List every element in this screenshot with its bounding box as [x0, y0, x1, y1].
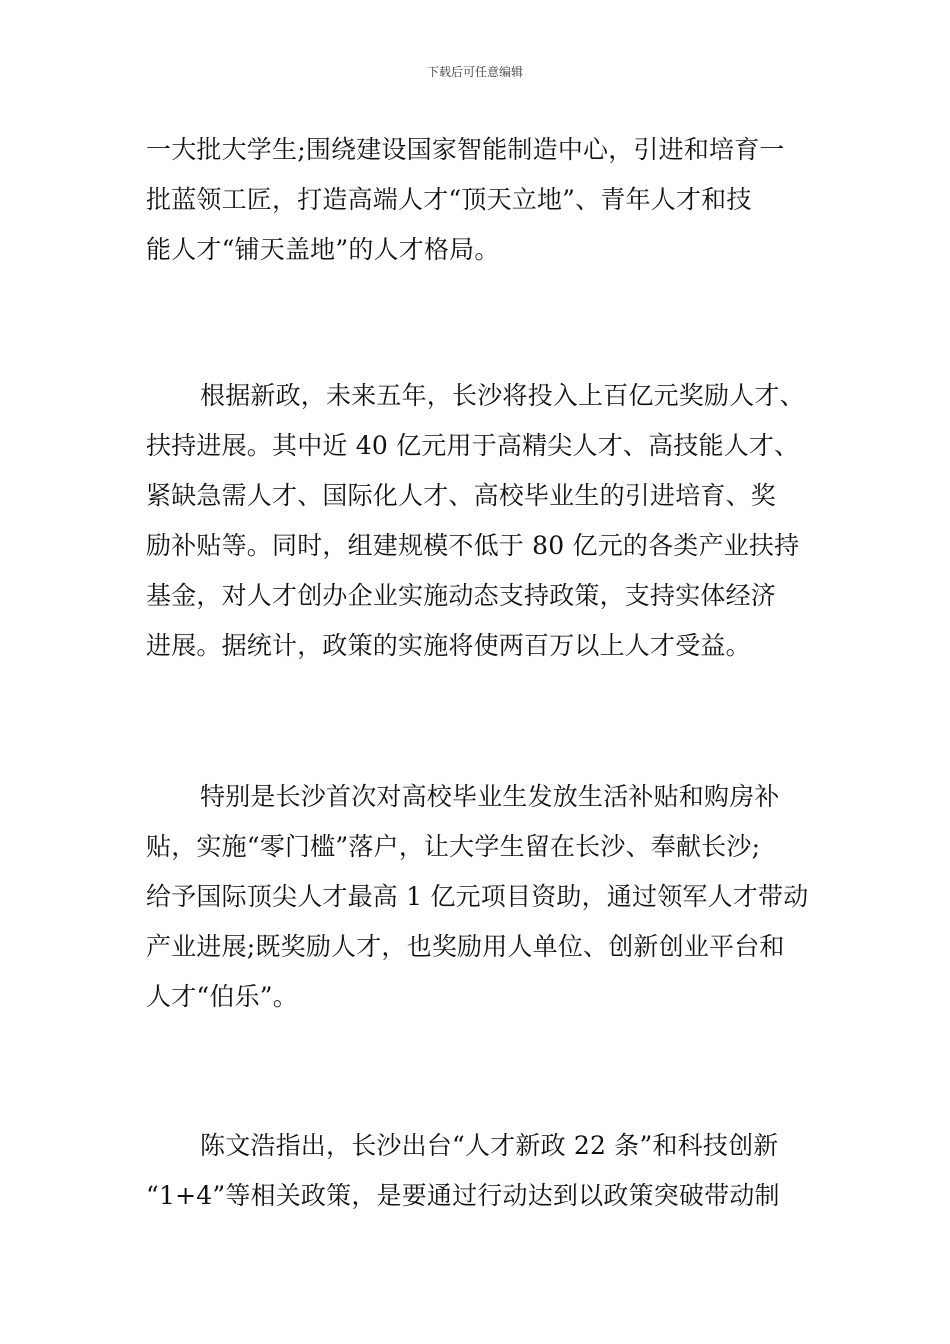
text-line: 能人才“铺天盖地”的人才格局。 [146, 235, 500, 264]
text-line: 一大批大学生;围绕建设国家智能制造中心，引进和培育一 [146, 135, 785, 164]
text-line: 进展。据统计，政策的实施将使两百万以上人才受益。 [146, 631, 751, 660]
text-line: 陈文浩指出，长沙出台“人才新政 22 条”和科技创新 [200, 1131, 779, 1160]
paragraph-continuation [146, 125, 816, 275]
text-line: 扶持进展。其中近 40 亿元用于高精尖人才、高技能人才、 [146, 431, 800, 460]
text-line: 人才“伯乐”。 [146, 982, 298, 1011]
text-line: 根据新政，未来五年，长沙将投入上百亿元奖励人才、 [200, 381, 805, 410]
paragraph-graduate-subsidies [146, 772, 816, 1022]
text-line: 批蓝领工匠，打造高端人才“顶天立地”、青年人才和技 [146, 185, 752, 214]
text-line: 给予国际顶尖人才最高 1 亿元项目资助，通过领军人才带动 [146, 882, 809, 911]
text-line: 特别是长沙首次对高校毕业生发放生活补贴和购房补 [200, 782, 780, 811]
text-line: 励补贴等。同时，组建规模不低于 80 亿元的各类产业扶持 [146, 531, 800, 560]
text-line: 贴，实施“零门槛”落户，让大学生留在长沙、奉献长沙; [146, 832, 761, 861]
page-header: 下载后可任意编辑 [426, 65, 523, 79]
text-line: 产业进展;既奖励人才，也奖励用人单位、创新创业平台和 [146, 932, 785, 961]
paragraph-new-policy-funding [146, 371, 816, 671]
text-line: 紧缺急需人才、国际化人才、高校毕业生的引进培育、奖 [146, 481, 777, 510]
paragraph-chen-wenhao-remarks [146, 1121, 816, 1221]
text-line: “1+4”等相关政策，是要通过行动达到以政策突破带动制 [146, 1181, 780, 1210]
text-line: 基金，对人才创办企业实施动态支持政策，支持实体经济 [146, 581, 777, 610]
